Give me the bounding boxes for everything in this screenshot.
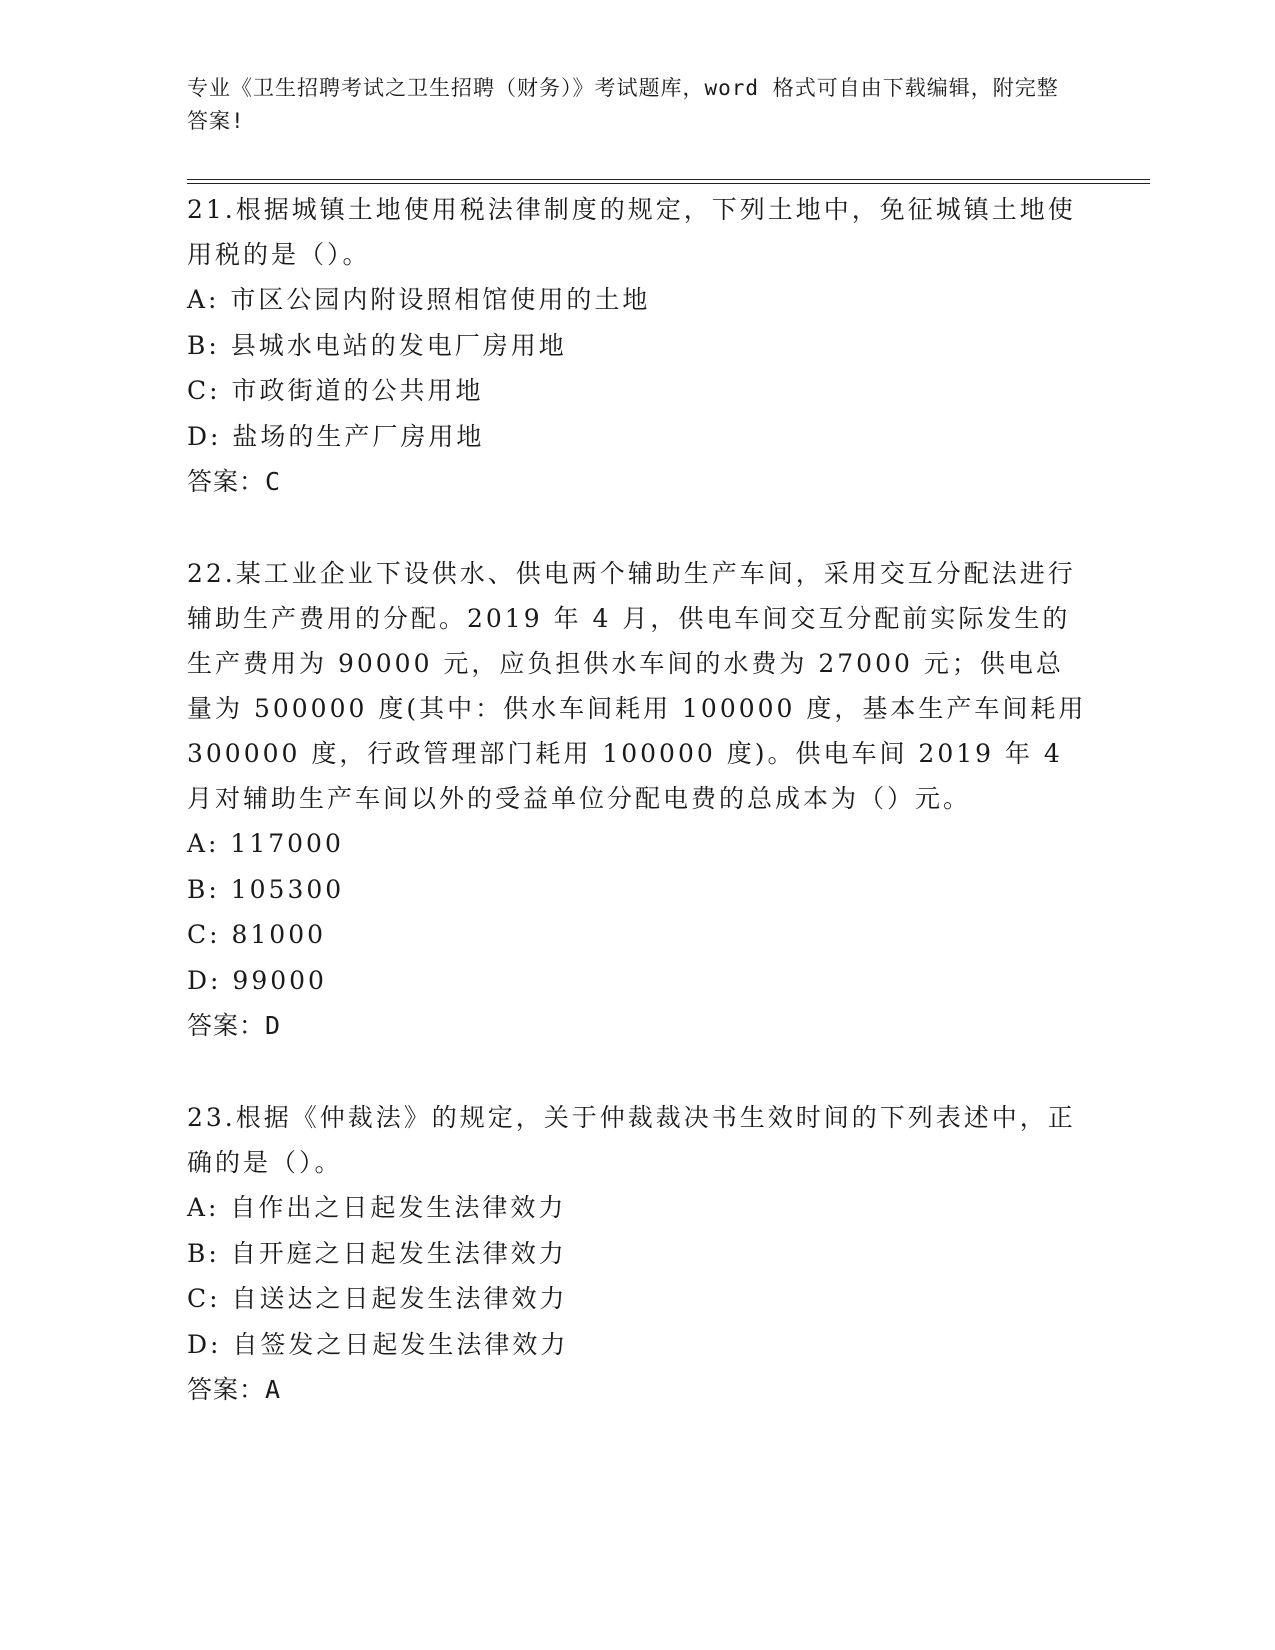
answer-line xyxy=(187,459,1087,504)
answer-line xyxy=(187,1367,1087,1412)
answer-label: 答案： xyxy=(187,1375,266,1404)
question-stem: 23.根据《仲裁法》的规定，关于仲裁裁决书生效时间的下列表述中，正确的是（）。 xyxy=(187,1103,1076,1177)
answer-value: D xyxy=(265,1011,282,1040)
header-divider-bottom xyxy=(187,183,1150,184)
option-d: D: 99000 xyxy=(187,965,327,995)
option-a: A: 市区公园内附设照相馆使用的土地 xyxy=(187,285,651,314)
question-stem: 21.根据城镇土地使用税法律制度的规定，下列土地中，免征城镇土地使用税的是（）。 xyxy=(187,195,1076,269)
header-divider-top xyxy=(187,179,1150,180)
question-21 xyxy=(187,187,1087,504)
option-c: C: 81000 xyxy=(187,920,327,949)
option-b: B: 县城水电站的发电厂房用地 xyxy=(187,330,567,360)
option-a: A: 117000 xyxy=(187,829,344,858)
option-a: A: 自作出之日起发生法律效力 xyxy=(187,1193,567,1222)
option-b: B: 105300 xyxy=(187,874,345,904)
option-d: D: 自签发之日起发生法律效力 xyxy=(187,1329,569,1359)
question-22 xyxy=(187,551,1087,1048)
answer-label: 答案： xyxy=(187,1011,266,1040)
option-c: C: 市政街道的公共用地 xyxy=(187,376,484,405)
question-23 xyxy=(187,1095,1087,1412)
question-stem: 22.某工业企业下设供水、供电两个辅助生产车间，采用交互分配法进行辅助生产费用的分配。2019 年 4 月，供电车间交互分配前实际发生的生产费用为 90000 元，应负担供水车间的水费为 27000 元；供电总量为 500000 度(其中：供水车间耗用 100000 度，基本生产车间耗用 300000 度，行政管理部门耗用 100000 度)。供电车间 2019 年 4 月对辅助生产车间以外的受益单位分配电费的总成本为（）元。 xyxy=(187,559,1087,813)
answer-value: A xyxy=(265,1375,282,1404)
option-c: C: 自送达之日起发生法律效力 xyxy=(187,1284,568,1313)
document-header: 专业《卫生招聘考试之卫生招聘（财务）》考试题库，word 格式可自由下载编辑，附完整答案! xyxy=(187,76,1059,133)
option-d: D: 盐场的生产厂房用地 xyxy=(187,421,485,451)
answer-value: C xyxy=(265,467,282,496)
answer-label: 答案： xyxy=(187,467,266,496)
answer-line xyxy=(187,1003,1087,1048)
option-b: B: 自开庭之日起发生法律效力 xyxy=(187,1238,567,1268)
